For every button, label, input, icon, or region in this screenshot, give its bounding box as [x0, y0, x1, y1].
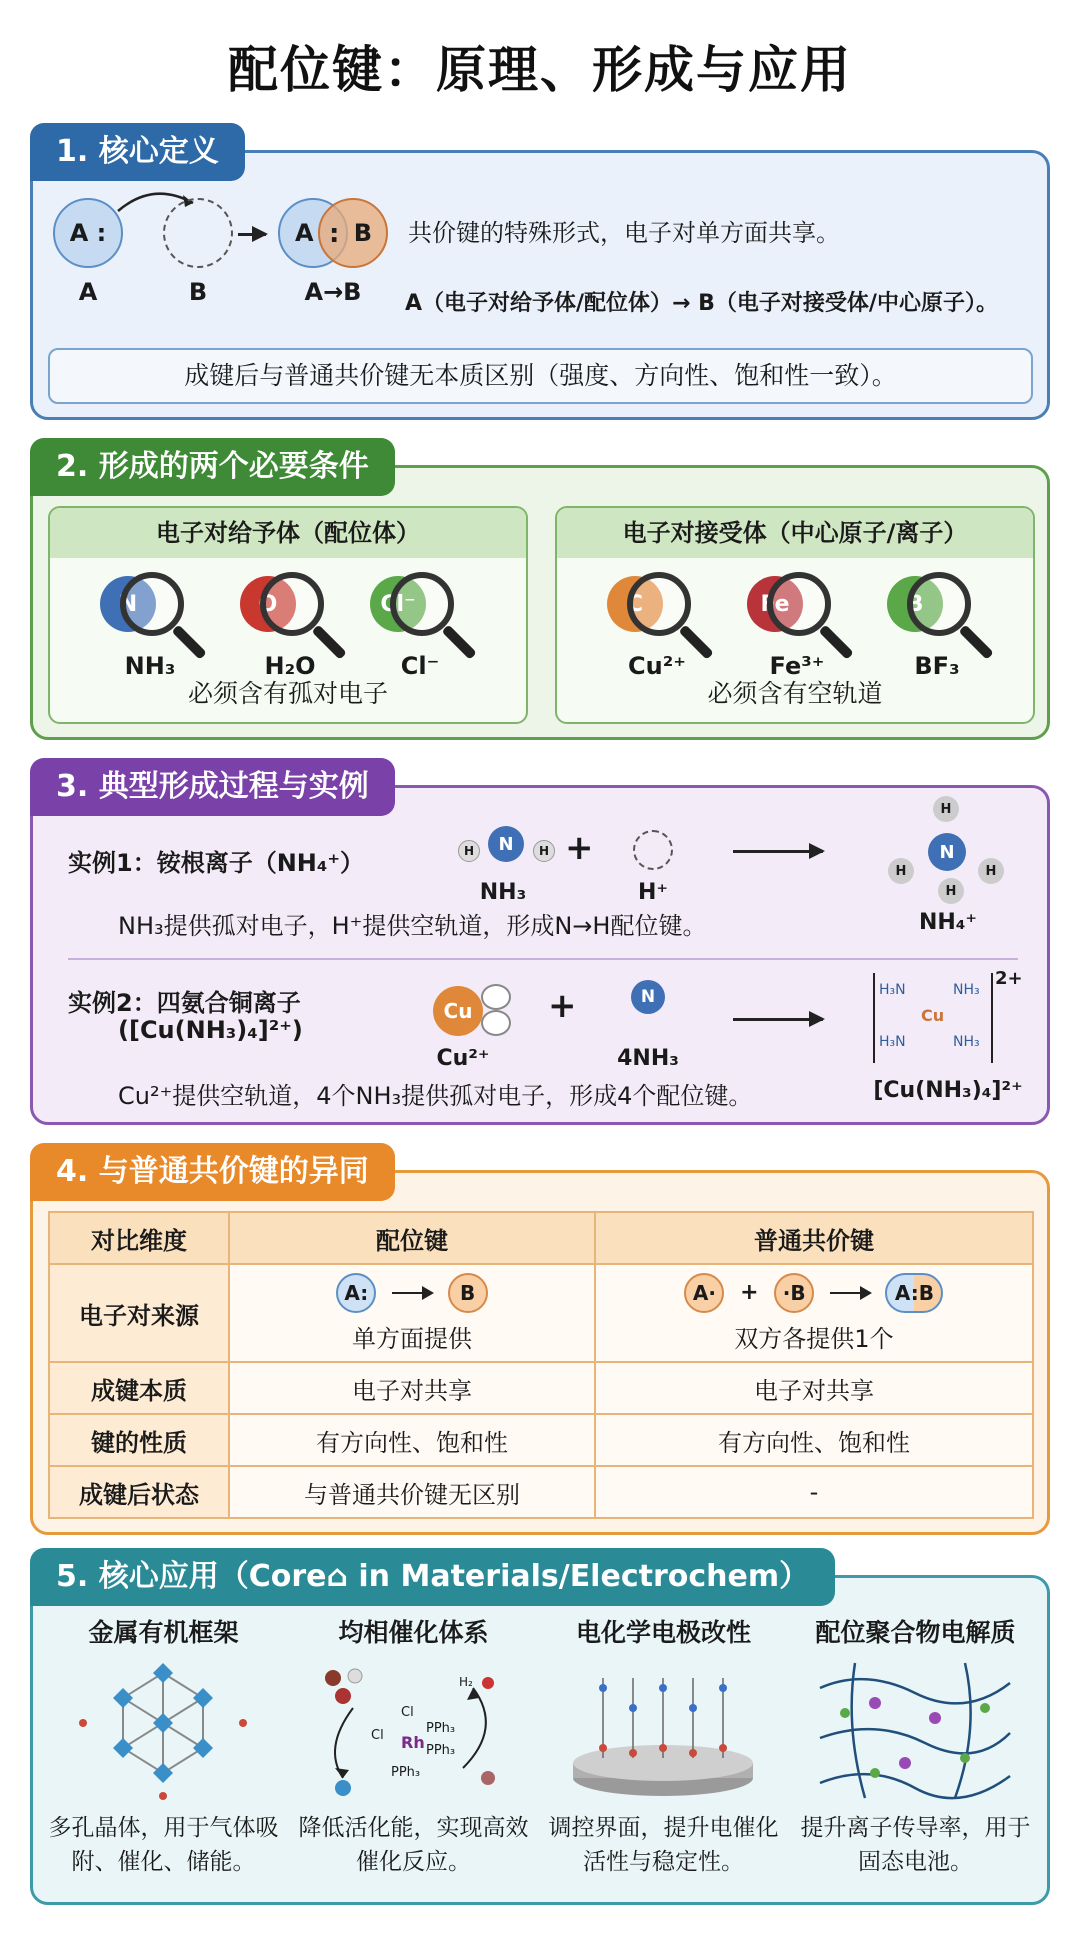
- forms-arrow-icon: [238, 233, 266, 236]
- cl-ion: Cl⁻: [370, 576, 426, 632]
- table-header: 配位键: [229, 1212, 595, 1264]
- bf3-molecule: B: [887, 576, 943, 632]
- example-2-subtitle: ([Cu(NH₃)₄]²⁺): [118, 1016, 303, 1044]
- table-header-row: [49, 1212, 1033, 1264]
- nh4-h-label: H: [945, 883, 957, 899]
- acceptor-condition-foot: 必须含有空轨道: [707, 679, 883, 708]
- cl-name: Cl⁻: [400, 652, 440, 680]
- ex2-reactant-2: 4NH₃: [617, 1046, 679, 1071]
- definition-note: 成键后与普通共价键无本质区别（强度、方向性、饱和性一致）。: [48, 348, 1033, 404]
- cov-a-mini-atom: A·: [684, 1273, 724, 1313]
- nh3-molecule: N: [100, 576, 156, 632]
- section-applications: [30, 1559, 1050, 1905]
- donor-atom-label: A :: [69, 219, 107, 247]
- catalyst-ligand-pph3: PPh₃: [426, 1743, 456, 1758]
- example-2-title: 实例2：四氨合铜离子: [68, 989, 301, 1017]
- fe-species: [737, 568, 857, 688]
- donor-condition-box: [48, 506, 528, 724]
- section-1-tag: 1. 核心定义: [30, 123, 245, 181]
- nh3-h-atom: [458, 840, 480, 862]
- complex-charge: 2+: [995, 968, 1023, 989]
- section-examples: [30, 769, 1050, 1125]
- mof-framework-icon: [63, 1658, 263, 1803]
- example-2-desc: Cu²⁺提供空轨道，4个NH₃提供孤对电子，形成4个配位键。: [118, 1082, 753, 1110]
- magnifier-icon: [260, 572, 324, 636]
- orbital-lobe-icon: [481, 1010, 511, 1036]
- cov-source-text: 双方各提供1个: [734, 1324, 894, 1353]
- app-title: 配位聚合物电解质: [815, 1618, 1016, 1647]
- nh3-name: NH₃: [124, 652, 176, 680]
- section-2-tag: 2. 形成的两个必要条件: [30, 438, 395, 496]
- table-cell: 有方向性、饱和性: [595, 1414, 1033, 1466]
- bond-b-label: B: [353, 219, 372, 247]
- nh3-n-label: N: [498, 833, 514, 855]
- example-divider: [68, 958, 1018, 960]
- cov-source-cell: [595, 1264, 1033, 1362]
- label-b: B: [188, 278, 208, 306]
- plus-icon: +: [565, 828, 594, 868]
- ex1-reactant-1: NH₃: [479, 880, 527, 905]
- magnifier-icon: [627, 572, 691, 636]
- nh4-h-label: H: [895, 863, 907, 879]
- bond-a-label: A: [295, 219, 314, 247]
- donor-acceptor-text: A（电子对给予体/配位体）→ B（电子对接受体/中心原子）。: [405, 291, 998, 316]
- shared-pair-icon: :: [329, 219, 340, 249]
- empty-orbital: [163, 198, 233, 268]
- row-label: 成键后状态: [49, 1466, 229, 1518]
- reaction-arrow-icon: [733, 850, 823, 853]
- section-conditions: [30, 449, 1050, 740]
- h2o-species: [230, 568, 350, 688]
- table-cell: 有方向性、饱和性: [229, 1414, 595, 1466]
- table-cell: 电子对共享: [595, 1362, 1033, 1414]
- app-electrode: [541, 1613, 786, 1898]
- cu-ion: C: [607, 576, 663, 632]
- ex2-reactant-1: Cu²⁺: [436, 1046, 490, 1071]
- nh4-h-atom: [888, 858, 914, 884]
- app-desc: 多孔晶体，用于气体吸附、催化、储能。: [48, 1815, 279, 1875]
- table-row: [49, 1466, 1033, 1518]
- cov-b-mini-atom: ·B: [774, 1273, 814, 1313]
- h2o-molecule: O: [240, 576, 296, 632]
- section-3-tag: 3. 典型形成过程与实例: [30, 758, 395, 816]
- coord-source-text: 单方面提供: [351, 1324, 472, 1353]
- magnifier-icon: [907, 572, 971, 636]
- definition-text: 共价键的特殊形式，电子对单方面共享。: [408, 219, 840, 247]
- nh4-h-label: H: [985, 863, 997, 879]
- section-core-definition: [30, 134, 1050, 420]
- orbital-lobe-icon: [481, 984, 511, 1010]
- ex1-reactant-2: H⁺: [637, 880, 669, 905]
- coord-source-cell: [229, 1264, 595, 1362]
- app-desc: 降低活化能，实现高效催化反应。: [298, 1815, 529, 1875]
- donor-condition-foot: 必须含有孤对电子: [187, 679, 388, 708]
- acceptor-condition-box: [555, 506, 1035, 724]
- ex1-product: NH₄⁺: [918, 910, 978, 935]
- nh4-h-label: H: [940, 801, 952, 817]
- donor-condition-head: 电子对给予体（配位体）: [50, 508, 526, 558]
- plus-icon: +: [740, 1280, 759, 1305]
- proton-empty-orbital: [633, 830, 673, 870]
- cl-species: [360, 568, 480, 688]
- cu-name: Cu²⁺: [628, 652, 686, 680]
- app-title: 均相催化体系: [338, 1618, 489, 1647]
- acceptor-condition-head: 电子对接受体（中心原子/离子）: [557, 508, 1033, 558]
- nh3-h-atom: [533, 840, 555, 862]
- complex-center: Cu: [921, 1006, 945, 1025]
- cov-pair-mini-atom: A:B: [885, 1273, 943, 1313]
- nh4-n-label: N: [939, 841, 955, 863]
- h2o-name: H₂O: [264, 652, 316, 680]
- electrode-surface-icon: [563, 1658, 763, 1803]
- app-mof: [41, 1613, 286, 1898]
- app-desc: 提升离子传导率，用于固态电池。: [800, 1815, 1031, 1875]
- row-label: 电子对来源: [49, 1264, 229, 1362]
- magnifier-icon: [767, 572, 831, 636]
- catalyst-h2: H₂: [459, 1675, 473, 1689]
- arrow-icon: [830, 1292, 870, 1294]
- complex-ligand-tl: H₃N: [879, 982, 906, 998]
- table-row: [49, 1414, 1033, 1466]
- complex-ligand-br: NH₃: [953, 1034, 980, 1050]
- example-1-title: 实例1：铵根离子（NH₄⁺）: [68, 849, 365, 877]
- arrow-icon: [392, 1292, 432, 1294]
- complex-ligand-tr: NH₃: [953, 982, 980, 998]
- label-a: A: [78, 278, 98, 306]
- app-electrolyte: [793, 1613, 1038, 1898]
- nh3-h-label: H: [463, 844, 475, 858]
- reaction-arrow-icon: [733, 1018, 823, 1021]
- row-label: 键的性质: [49, 1414, 229, 1466]
- catalyst-center: Rh: [401, 1733, 425, 1752]
- magnifier-icon: [390, 572, 454, 636]
- magnifier-icon: [120, 572, 184, 636]
- table-cell: 与普通共价键无区别: [229, 1466, 595, 1518]
- donor-mini-atom: A:: [336, 1273, 376, 1313]
- nh3-n-label-2: N: [640, 987, 656, 1007]
- nh4-h-atom: [933, 796, 959, 822]
- fe-ion: Fe: [747, 576, 803, 632]
- nh4-n-atom: [928, 833, 966, 871]
- app-desc: 调控界面，提升电催化活性与稳定性。: [548, 1815, 779, 1875]
- section-comparison: [30, 1154, 1050, 1535]
- table-row: [49, 1264, 1033, 1362]
- cu-atom-label: Cu: [443, 999, 473, 1023]
- nh3-n-atom: [488, 826, 524, 862]
- app-title: 金属有机框架: [88, 1618, 239, 1647]
- table-cell: 电子对共享: [229, 1362, 595, 1414]
- catalyst-ligand-cl: Cl: [401, 1705, 414, 1720]
- bf3-name: BF₃: [914, 652, 960, 680]
- row-label: 成键本质: [49, 1362, 229, 1414]
- label-a-to-b: A→B: [304, 278, 362, 306]
- table-cell: -: [595, 1466, 1033, 1518]
- nh4-h-atom: [938, 878, 964, 904]
- nh3-n-atom: [631, 980, 665, 1014]
- fe-name: Fe³⁺: [769, 652, 825, 680]
- table-header: 普通共价键: [595, 1212, 1033, 1264]
- table-row: [49, 1362, 1033, 1414]
- comparison-table: [48, 1211, 1034, 1519]
- app-catalysis: [291, 1613, 536, 1898]
- cu-atom: [433, 986, 483, 1036]
- rh-catalyst-icon: [313, 1658, 513, 1803]
- section-5-tag: 5. 核心应用（Core⌂ in Materials/Electrochem）: [30, 1548, 835, 1606]
- polymer-electrolyte-icon: [815, 1658, 1015, 1803]
- catalyst-ligand-pph3: PPh₃: [426, 1721, 456, 1736]
- complex-ligand-bl: H₃N: [879, 1034, 906, 1050]
- nh4-h-atom: [978, 858, 1004, 884]
- acceptor-mini-atom: B: [448, 1273, 488, 1313]
- ex2-product: [Cu(NH₃)₄]²⁺: [873, 1078, 1023, 1103]
- section-4-tag: 4. 与普通共价键的异同: [30, 1143, 395, 1201]
- nh3-h-label: H: [538, 844, 550, 858]
- nh3-species: [90, 568, 210, 688]
- catalyst-ligand-cl: Cl: [371, 1728, 384, 1743]
- catalyst-ligand-pph3: PPh₃: [391, 1765, 421, 1780]
- plus-icon: +: [548, 986, 577, 1026]
- page-title: 配位键：原理、形成与应用: [228, 41, 852, 99]
- app-title: 电化学电极改性: [575, 1618, 751, 1647]
- table-header: 对比维度: [49, 1212, 229, 1264]
- example-1-desc: NH₃提供孤对电子，H⁺提供空轨道，形成N→H配位键。: [118, 912, 707, 940]
- bf3-species: [877, 568, 997, 688]
- cu-species: [597, 568, 717, 688]
